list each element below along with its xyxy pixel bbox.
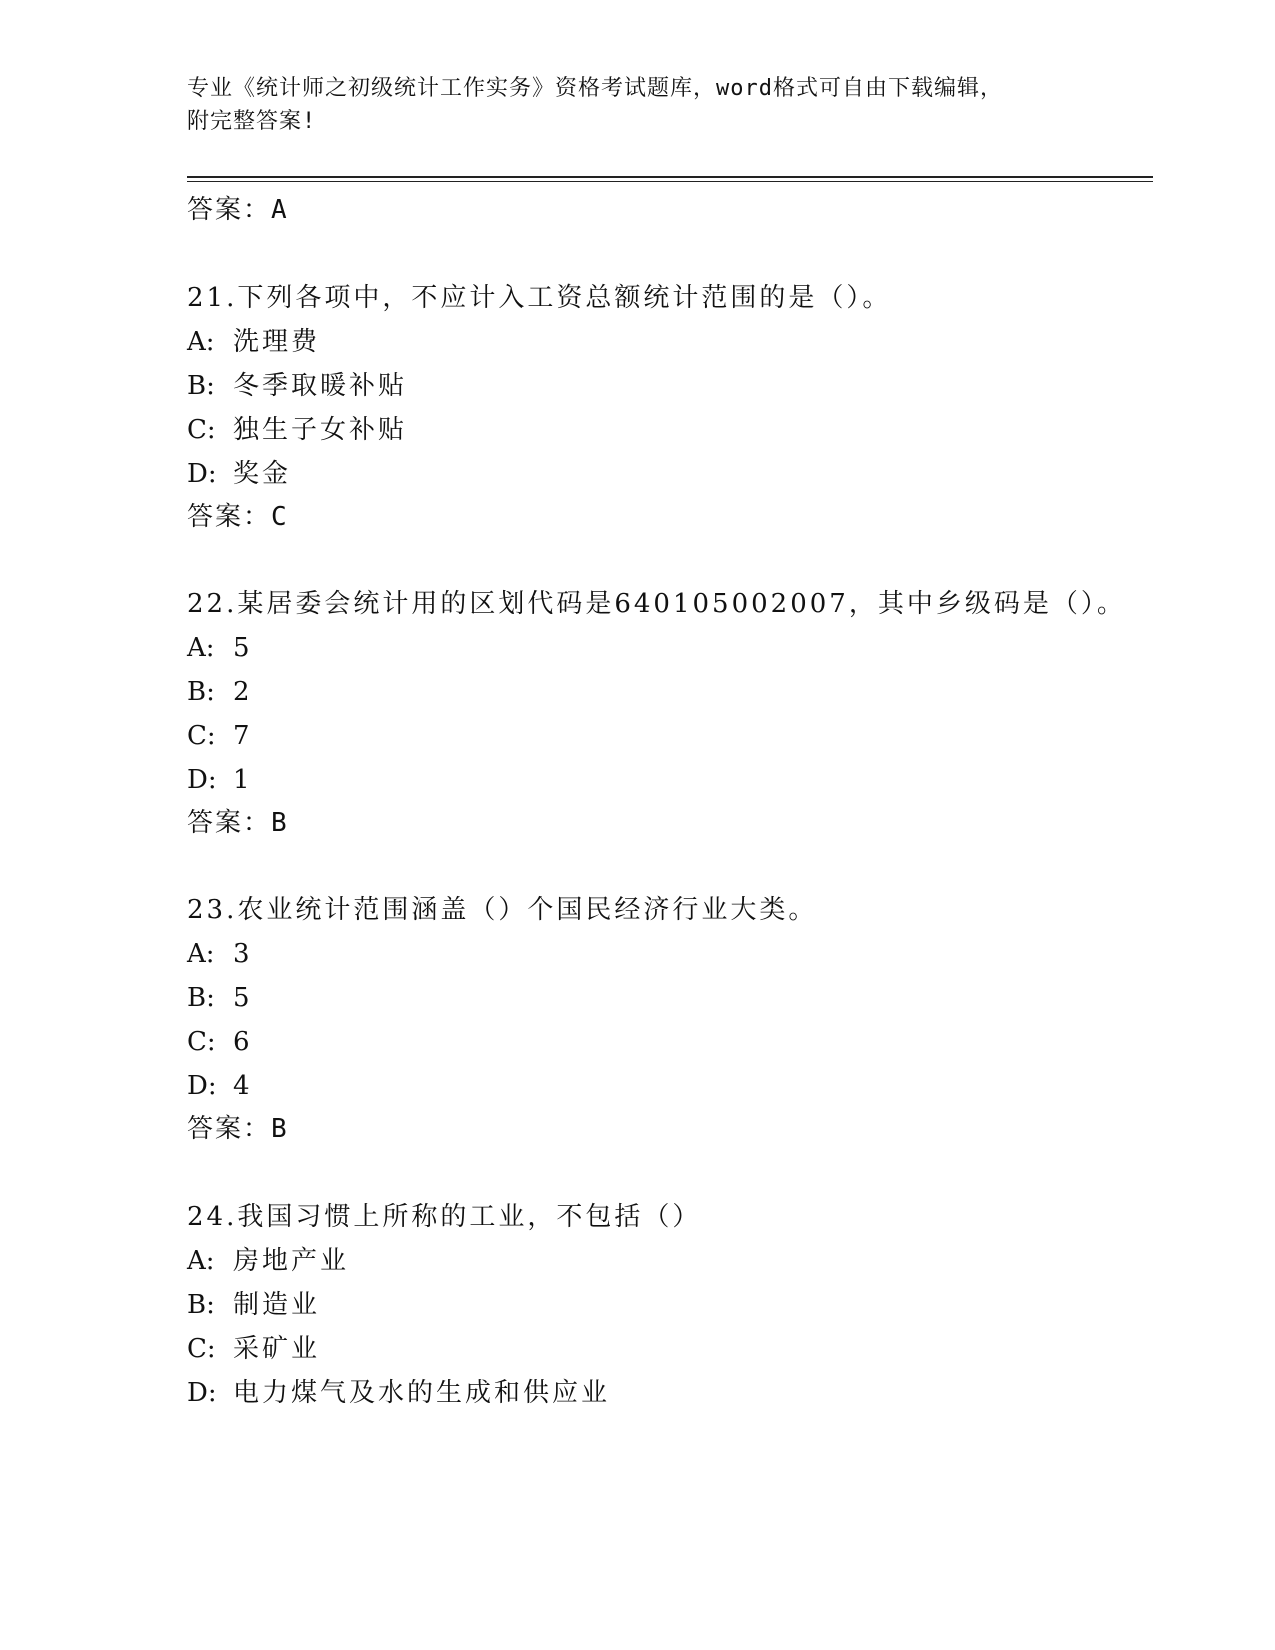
option-text: 1 xyxy=(233,765,253,795)
option-key: B: xyxy=(187,1290,215,1320)
option-key: D: xyxy=(187,1378,217,1408)
header-divider xyxy=(187,176,1153,182)
option-key: B: xyxy=(187,983,215,1013)
question-24-text: 24.我国习惯上所称的工业，不包括（） xyxy=(187,1202,702,1232)
question-22-answer xyxy=(187,808,289,838)
question-22-option-d xyxy=(187,765,253,795)
option-text: 冬季取暖补贴 xyxy=(233,371,408,401)
option-text: 奖金 xyxy=(233,459,292,489)
option-key: C: xyxy=(187,1027,216,1057)
header-line-2: 附完整答案! xyxy=(187,109,317,134)
option-text: 洗理费 xyxy=(233,327,321,357)
answer-value: B xyxy=(271,1114,289,1144)
option-text: 房地产业 xyxy=(233,1246,350,1276)
option-text: 制造业 xyxy=(233,1290,321,1320)
option-text: 6 xyxy=(233,1027,253,1057)
question-22-option-a xyxy=(187,633,253,663)
option-key: D: xyxy=(187,765,217,795)
answer-label: 答案： xyxy=(187,1114,272,1144)
question-23-option-c xyxy=(187,1027,253,1057)
question-21-answer xyxy=(187,502,289,532)
question-23-option-b xyxy=(187,983,253,1013)
option-text: 4 xyxy=(233,1071,253,1101)
option-key: D: xyxy=(187,1071,217,1101)
question-21-option-b xyxy=(187,371,407,401)
option-text: 独生子女补贴 xyxy=(233,415,408,445)
option-key: A: xyxy=(187,633,215,663)
option-text: 2 xyxy=(233,677,253,707)
answer-label: 答案： xyxy=(187,808,272,838)
question-23-option-a xyxy=(187,939,253,969)
option-text: 采矿业 xyxy=(233,1334,321,1364)
option-text: 7 xyxy=(233,721,253,751)
document-header xyxy=(187,72,1087,138)
option-key: C: xyxy=(187,1334,216,1364)
option-key: B: xyxy=(187,371,215,401)
question-21-option-c xyxy=(187,415,407,445)
previous-answer xyxy=(187,195,289,225)
option-text: 电力煤气及水的生成和供应业 xyxy=(233,1378,611,1408)
question-21-text: 21.下列各项中，不应计入工资总额统计范围的是（）。 xyxy=(187,283,892,313)
option-text: 5 xyxy=(233,633,253,663)
question-23-option-d xyxy=(187,1071,253,1101)
answer-value: C xyxy=(271,502,289,532)
answer-value: A xyxy=(271,195,289,225)
option-key: C: xyxy=(187,415,216,445)
option-key: A: xyxy=(187,939,215,969)
question-23-text: 23.农业统计范围涵盖（）个国民经济行业大类。 xyxy=(187,895,818,925)
option-key: D: xyxy=(187,459,217,489)
option-key: B: xyxy=(187,677,215,707)
question-21-option-a xyxy=(187,327,320,357)
question-24-option-a xyxy=(187,1246,349,1276)
answer-label: 答案： xyxy=(187,502,272,532)
header-line-1: 专业《统计师之初级统计工作实务》资格考试题库，word格式可自由下载编辑， xyxy=(187,76,1003,101)
option-text: 5 xyxy=(233,983,253,1013)
question-24-option-b xyxy=(187,1290,320,1320)
question-23-answer xyxy=(187,1114,289,1144)
question-22-text: 22.某居委会统计用的区划代码是640105002007，其中乡级码是（）。 xyxy=(187,589,1126,619)
question-24-option-c xyxy=(187,1334,320,1364)
option-key: A: xyxy=(187,327,215,357)
question-24-option-d xyxy=(187,1378,610,1408)
question-21-option-d xyxy=(187,459,291,489)
option-key: A: xyxy=(187,1246,215,1276)
question-22-option-c xyxy=(187,721,253,751)
answer-value: B xyxy=(271,808,289,838)
answer-label: 答案： xyxy=(187,195,272,225)
option-text: 3 xyxy=(233,939,253,969)
question-22-option-b xyxy=(187,677,253,707)
option-key: C: xyxy=(187,721,216,751)
